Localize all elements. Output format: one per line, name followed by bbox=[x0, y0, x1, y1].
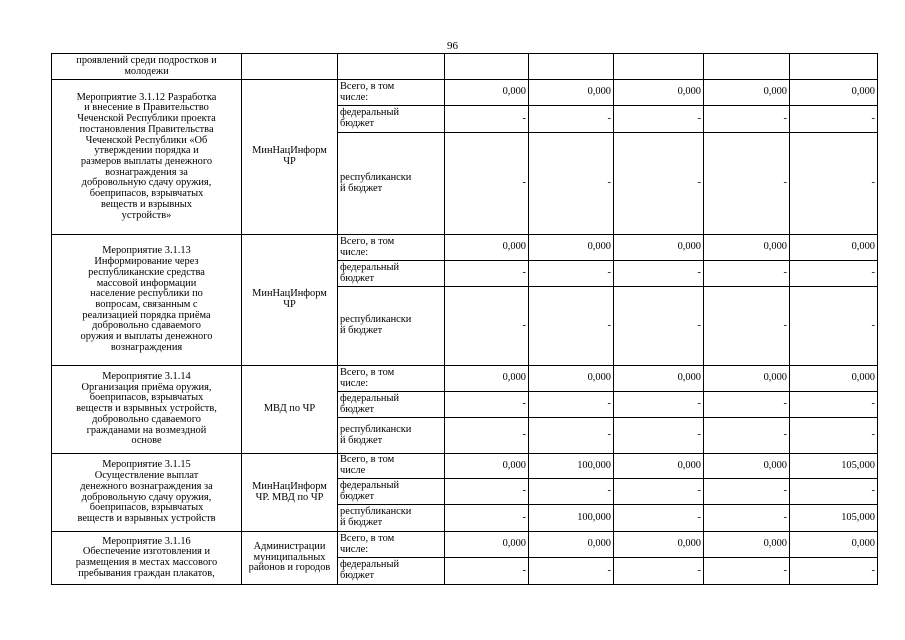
executor-cell bbox=[242, 80, 338, 235]
funding-source-cell bbox=[338, 532, 445, 558]
executor-line: ЧР bbox=[283, 156, 296, 167]
table-row bbox=[52, 532, 878, 558]
value-cell: - bbox=[445, 133, 529, 235]
value-cell: 0,000 bbox=[445, 80, 529, 106]
value-cell: - bbox=[790, 392, 878, 418]
event-title-line: размеров выплаты денежного bbox=[80, 156, 213, 167]
event-title-line: вознаграждения за bbox=[105, 166, 188, 178]
event-title-line: добровольно сдаваемого bbox=[92, 413, 201, 425]
funding-source-line: республикански bbox=[340, 423, 412, 435]
executor-line: МинНацИнформ bbox=[252, 288, 327, 300]
value-cell: 0,000 bbox=[529, 366, 614, 392]
funding-source-line: числе: bbox=[340, 91, 369, 103]
funding-source-cell bbox=[338, 366, 445, 392]
event-title-line: основе bbox=[131, 435, 162, 447]
executor-line: МинНацИнформ bbox=[252, 480, 327, 492]
value-cell: - bbox=[614, 418, 704, 454]
event-title-line: добровольную сдачу оружия, bbox=[81, 491, 212, 503]
event-title-line: вопросам, связанным с bbox=[95, 299, 198, 310]
value-cell: 0,000 bbox=[614, 80, 704, 106]
event-title-line: устройств» bbox=[121, 209, 172, 221]
event-title-line: боеприпасов, взрывчатых bbox=[89, 502, 204, 514]
event-title-line: денежного вознаграждения за bbox=[80, 480, 213, 492]
value-cell: - bbox=[704, 418, 790, 454]
value-cell: - bbox=[529, 133, 614, 235]
executor-line: МинНацИнформ bbox=[252, 145, 327, 157]
event-title-line: размещения в местах массового bbox=[75, 557, 218, 568]
event-cell bbox=[52, 54, 242, 80]
value-cell: - bbox=[790, 418, 878, 454]
funding-source-line: Всего, в том bbox=[340, 235, 395, 247]
funding-source-line: федеральный bbox=[340, 107, 400, 119]
value-cell: 0,000 bbox=[529, 235, 614, 261]
budget-table bbox=[51, 53, 878, 585]
value-cell: - bbox=[445, 479, 529, 505]
value-cell: - bbox=[614, 261, 704, 287]
funding-source-line: Всего, в том bbox=[340, 80, 395, 92]
value-cell: - bbox=[704, 558, 790, 585]
event-title-line: боеприпасов, взрывчатых bbox=[89, 188, 204, 200]
event-title-cell bbox=[52, 454, 242, 532]
executor-line: ЧР. МВД по ЧР bbox=[255, 491, 324, 503]
table-row bbox=[52, 80, 878, 106]
funding-source-cell bbox=[338, 418, 445, 454]
value-cell: 100,000 bbox=[529, 454, 614, 479]
funding-source-cell bbox=[338, 261, 445, 287]
page-number: 96 bbox=[447, 40, 458, 52]
value-cell: - bbox=[529, 418, 614, 454]
funding-source-cell bbox=[338, 287, 445, 366]
event-title-line: веществ и взрывных bbox=[101, 198, 192, 210]
executor-cell bbox=[242, 235, 338, 366]
value-cell: - bbox=[614, 287, 704, 366]
value-cell: - bbox=[614, 558, 704, 585]
event-title-line: население республики по bbox=[90, 288, 203, 300]
value-cell: - bbox=[445, 392, 529, 418]
empty-cell bbox=[704, 54, 790, 80]
value-cell: - bbox=[790, 106, 878, 133]
value-cell: - bbox=[529, 261, 614, 287]
event-title-line: и внесение в Правительство bbox=[84, 102, 209, 114]
value-cell: 0,000 bbox=[704, 454, 790, 479]
event-title-line: Чеченской Республики «Об bbox=[85, 134, 208, 146]
event-title-line: гражданами на возмездной bbox=[86, 424, 207, 436]
executor-cell bbox=[242, 532, 338, 585]
value-cell: 0,000 bbox=[614, 532, 704, 558]
funding-source-cell bbox=[338, 479, 445, 505]
funding-source-cell bbox=[338, 505, 445, 532]
event-title-cell bbox=[52, 235, 242, 366]
table-row bbox=[52, 454, 878, 479]
value-cell: 0,000 bbox=[704, 235, 790, 261]
table-row bbox=[52, 366, 878, 392]
funding-source-line: й бюджет bbox=[340, 182, 383, 194]
value-cell: 0,000 bbox=[790, 532, 878, 558]
value-cell: - bbox=[790, 287, 878, 366]
event-text-line: молодежи bbox=[124, 65, 169, 77]
value-cell: 0,000 bbox=[529, 80, 614, 106]
empty-cell bbox=[445, 54, 529, 80]
executor-line: муниципальных bbox=[253, 551, 326, 563]
funding-source-line: республикански bbox=[340, 171, 412, 183]
funding-source-line: республикански bbox=[340, 506, 412, 518]
value-cell: - bbox=[704, 261, 790, 287]
value-cell: - bbox=[614, 106, 704, 133]
value-cell: - bbox=[529, 558, 614, 585]
value-cell: 0,000 bbox=[614, 235, 704, 261]
value-cell: - bbox=[614, 133, 704, 235]
value-cell: - bbox=[790, 261, 878, 287]
value-cell: - bbox=[614, 505, 704, 532]
funding-source-line: федеральный bbox=[340, 392, 400, 404]
funding-source-line: числе: bbox=[340, 246, 369, 258]
event-title-line: утверждении порядка и bbox=[94, 145, 199, 157]
event-title-line: оружия и выплаты денежного bbox=[80, 331, 213, 343]
value-cell: - bbox=[445, 558, 529, 585]
funding-source-line: й бюджет bbox=[340, 517, 383, 528]
value-cell: - bbox=[445, 505, 529, 532]
event-title-line: веществ и взрывных устройств bbox=[77, 512, 216, 524]
event-title-cell bbox=[52, 532, 242, 585]
value-cell: 0,000 bbox=[445, 454, 529, 479]
funding-source-line: бюджет bbox=[340, 570, 375, 581]
funding-source-cell bbox=[338, 80, 445, 106]
value-cell: - bbox=[704, 287, 790, 366]
event-title-line: вознаграждения bbox=[110, 341, 183, 353]
event-title-cell bbox=[52, 80, 242, 235]
funding-source-line: бюджет bbox=[340, 272, 375, 284]
value-cell: - bbox=[704, 106, 790, 133]
executor-line: ЧР bbox=[283, 299, 296, 310]
funding-source-line: федеральный bbox=[340, 559, 400, 571]
event-title-line: веществ и взрывных устройств, bbox=[76, 403, 217, 415]
empty-cell bbox=[529, 54, 614, 80]
funding-source-cell bbox=[338, 558, 445, 585]
value-cell: - bbox=[445, 418, 529, 454]
value-cell: - bbox=[704, 392, 790, 418]
funding-source-line: Всего, в том bbox=[340, 454, 395, 466]
event-title-line: Осуществление выплат bbox=[94, 470, 199, 482]
event-title-line: Мероприятие 3.1.14 bbox=[102, 371, 191, 383]
event-title-line: Чеченской Республики проекта bbox=[77, 113, 216, 125]
funding-source-line: бюджет bbox=[340, 490, 375, 502]
funding-source-line: федеральный bbox=[340, 261, 400, 273]
event-title-line: добровольно сдаваемого bbox=[92, 320, 201, 332]
event-title-line: Мероприятие 3.1.13 bbox=[102, 245, 191, 257]
value-cell: - bbox=[529, 287, 614, 366]
event-title-line: постановления Правительства bbox=[79, 123, 214, 135]
value-cell: - bbox=[445, 287, 529, 366]
value-cell: 0,000 bbox=[790, 80, 878, 106]
funding-source-line: федеральный bbox=[340, 479, 400, 491]
event-title-line: Обеспечение изготовления и bbox=[82, 546, 211, 558]
value-cell: 0,000 bbox=[704, 80, 790, 106]
executor-line: районов и городов bbox=[248, 562, 331, 574]
value-cell: 100,000 bbox=[529, 505, 614, 532]
value-cell: - bbox=[445, 106, 529, 133]
event-text-line: проявлений среди подростков и bbox=[76, 54, 217, 66]
executor-cell bbox=[242, 454, 338, 532]
event-title-line: Информирование через bbox=[94, 256, 199, 268]
value-cell: 0,000 bbox=[445, 532, 529, 558]
funding-source-line: числе bbox=[340, 465, 366, 476]
empty-cell bbox=[614, 54, 704, 80]
value-cell: 0,000 bbox=[704, 366, 790, 392]
value-cell: - bbox=[704, 505, 790, 532]
table-row bbox=[52, 235, 878, 261]
value-cell: 0,000 bbox=[790, 235, 878, 261]
table-row bbox=[52, 54, 878, 80]
event-title-line: Организация приёма оружия, bbox=[81, 381, 212, 393]
empty-cell bbox=[790, 54, 878, 80]
funding-source-line: республикански bbox=[340, 314, 412, 326]
value-cell: 105,000 bbox=[790, 505, 878, 532]
event-title-line: добровольную сдачу оружия, bbox=[81, 177, 212, 189]
value-cell: - bbox=[445, 261, 529, 287]
value-cell: 0,000 bbox=[614, 366, 704, 392]
empty-cell bbox=[242, 54, 338, 80]
funding-source-cell bbox=[338, 235, 445, 261]
value-cell: - bbox=[790, 479, 878, 505]
event-title-line: боеприпасов, взрывчатых bbox=[89, 392, 204, 404]
value-cell: 0,000 bbox=[704, 532, 790, 558]
executor-cell bbox=[242, 366, 338, 454]
value-cell: - bbox=[704, 479, 790, 505]
value-cell: - bbox=[790, 558, 878, 585]
empty-cell bbox=[338, 54, 445, 80]
funding-source-cell bbox=[338, 392, 445, 418]
value-cell: 0,000 bbox=[445, 366, 529, 392]
value-cell: 0,000 bbox=[445, 235, 529, 261]
funding-source-line: й бюджет bbox=[340, 434, 383, 446]
value-cell: - bbox=[529, 392, 614, 418]
funding-source-line: числе: bbox=[340, 377, 369, 389]
value-cell: 0,000 bbox=[790, 366, 878, 392]
funding-source-cell bbox=[338, 106, 445, 133]
funding-source-cell bbox=[338, 454, 445, 479]
executor-line: МВД по ЧР bbox=[263, 403, 316, 415]
event-title-line: реализацией порядка приёма bbox=[82, 309, 211, 321]
event-title-line: республиканские средства bbox=[88, 266, 205, 278]
table-body bbox=[52, 54, 878, 585]
event-title-line: Мероприятие 3.1.12 Разработка bbox=[76, 91, 217, 103]
event-title-line: Мероприятие 3.1.16 bbox=[102, 535, 191, 547]
funding-source-line: Всего, в том bbox=[340, 532, 395, 544]
funding-source-line: числе: bbox=[340, 543, 369, 555]
funding-source-line: Всего, в том bbox=[340, 366, 395, 378]
funding-source-cell bbox=[338, 133, 445, 235]
funding-source-line: бюджет bbox=[340, 403, 375, 415]
value-cell: - bbox=[529, 479, 614, 505]
event-title-line: массовой информации bbox=[96, 277, 197, 289]
value-cell: - bbox=[704, 133, 790, 235]
funding-source-line: бюджет bbox=[340, 118, 375, 129]
value-cell: 0,000 bbox=[529, 532, 614, 558]
value-cell: - bbox=[614, 479, 704, 505]
value-cell: 105,000 bbox=[790, 454, 878, 479]
value-cell: - bbox=[790, 133, 878, 235]
executor-line: Администрации bbox=[253, 540, 326, 552]
event-title-line: Мероприятие 3.1.15 bbox=[102, 459, 191, 471]
event-title-line: пребывания граждан плакатов, bbox=[78, 567, 215, 579]
funding-source-line: й бюджет bbox=[340, 325, 383, 336]
value-cell: - bbox=[614, 392, 704, 418]
value-cell: - bbox=[529, 106, 614, 133]
value-cell: 0,000 bbox=[614, 454, 704, 479]
event-title-cell bbox=[52, 366, 242, 454]
